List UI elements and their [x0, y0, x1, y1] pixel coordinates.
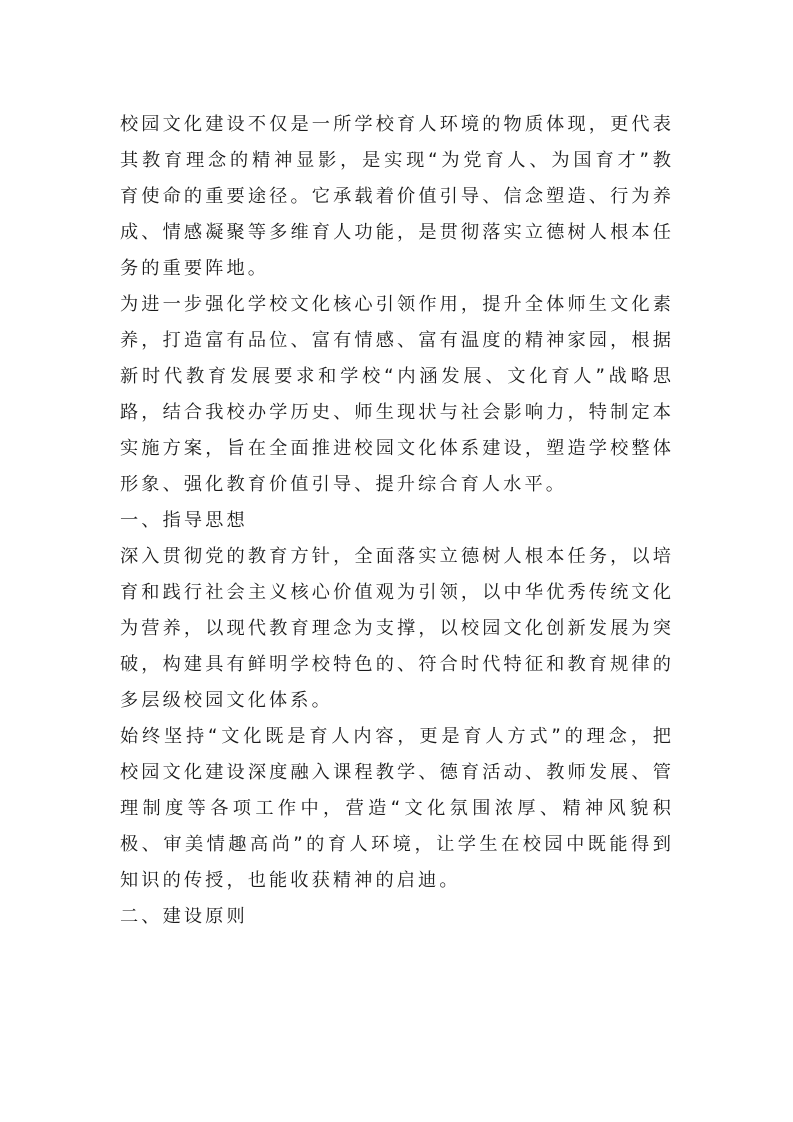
document-body — [120, 107, 674, 935]
intro-paragraph-1: 校园文化建设不仅是一所学校育人环境的物质体现，更代表其教育理念的精神显影，是实现“为党育人、为国育才”教育使命的重要途径。它承载着价值引导、信念塑造、行为养成、情感凝聚等多维育人功能，是贯彻落实立德树人根本任务的重要阵地。 — [120, 114, 674, 279]
section-heading-construction-principles: 二、建设原则 — [120, 906, 248, 927]
guiding-ideology-paragraph-2: 始终坚持“文化既是育人内容，更是育人方式”的理念，把校园文化建设深度融入课程教学、德育活动、教师发展、管理制度等各项工作中，营造“文化氛围浓厚、精神风貌积极、审美情趣高尚”的育人环境，让学生在校园中既能得到知识的传授，也能收获精神的启迪。 — [120, 726, 674, 891]
section-heading-guiding-ideology: 一、指导思想 — [120, 510, 248, 531]
guiding-ideology-paragraph-1: 深入贯彻党的教育方针，全面落实立德树人根本任务，以培育和践行社会主义核心价值观为引领，以中华优秀传统文化为营养，以现代教育理念为支撑，以校园文化创新发展为突破，构建具有鲜明学校特色的、符合时代特征和教育规律的多层级校园文化体系。 — [120, 546, 674, 711]
intro-paragraph-2: 为进一步强化学校文化核心引领作用，提升全体师生文化素养，打造富有品位、富有情感、富有温度的精神家园，根据新时代教育发展要求和学校“内涵发展、文化育人”战略思路，结合我校办学历史、师生现状与社会影响力，特制定本实施方案，旨在全面推进校园文化体系建设，塑造学校整体形象、强化教育价值引导、提升综合育人水平。 — [120, 294, 674, 495]
